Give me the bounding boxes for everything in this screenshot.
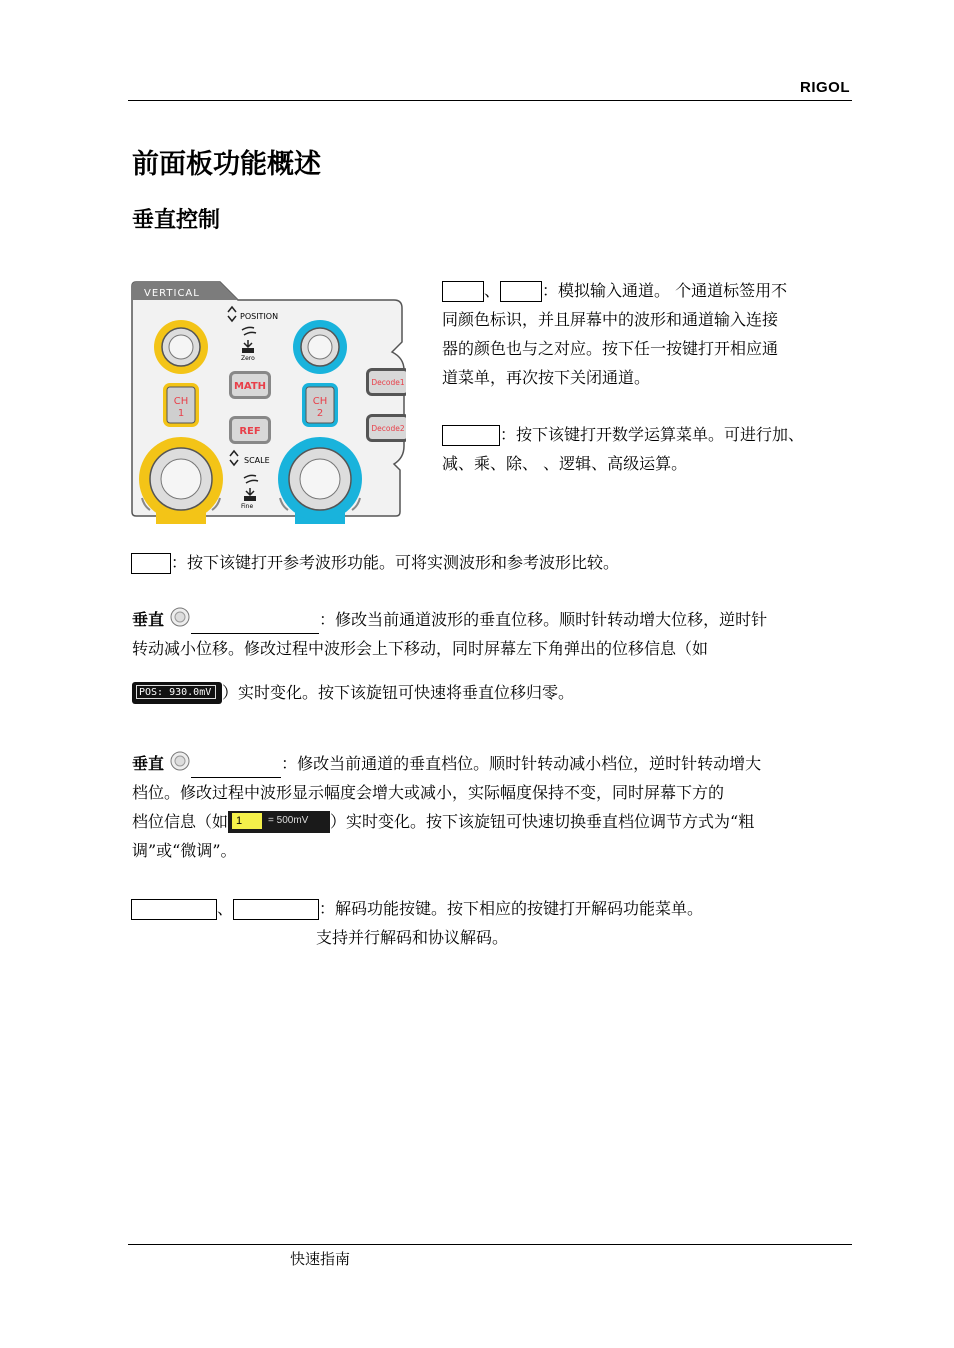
ref-key-label: REF <box>239 426 261 437</box>
footer-rule <box>128 1244 852 1245</box>
panel-label: VERTICAL <box>144 288 200 299</box>
math-key-paragraph: ：按下该键打开数学运算菜单。可进行加、 减、乘、除、 、逻辑、高级运算。 <box>442 425 805 473</box>
math-key-label: MATH <box>233 381 267 392</box>
math-key-box <box>442 425 500 446</box>
section-title: 垂直控制 <box>132 208 221 233</box>
ch-keys-paragraph: 、 ：模拟输入通道。 个通道标签用不 同颜色标识，并且屏幕中的波形和通道输入连接 器的颜色也与之对应。按下任一按键打开相应通 道菜单，再次按下关闭通道。 <box>442 281 788 387</box>
brand-logo: RIGOL <box>800 79 850 96</box>
decode1-key-box <box>131 899 217 920</box>
decode2-key-label: Decode2 <box>371 424 405 433</box>
header-rule <box>128 100 852 101</box>
ch1-key-number: 1 <box>177 408 185 419</box>
ch1-key-box <box>442 281 484 302</box>
knob-icon <box>169 606 191 628</box>
decode2-key-box <box>233 899 319 920</box>
fine-label: Fine <box>241 503 254 510</box>
scale-display-image: 1 = 500mV <box>228 811 330 833</box>
scale-label: SCALE <box>244 456 270 465</box>
ch2-key-box <box>500 281 542 302</box>
position-display-image: POS: 930.0mV <box>132 682 222 704</box>
ref-key-paragraph: ：按下该键打开参考波形功能。可将实测波形和参考波形比较。 <box>131 548 851 577</box>
footer-text: 快速指南 <box>290 1250 351 1268</box>
decode-keys-paragraph: 、 ：解码功能按键。按下相应的按键打开解码功能菜单。 支持并行解码和协议解码。 <box>131 894 851 952</box>
decode1-key-label: Decode1 <box>371 378 405 387</box>
position-label: POSITION <box>240 312 279 321</box>
ch2-key-number: 2 <box>316 408 324 419</box>
ref-key-box <box>131 553 171 574</box>
position-knob-paragraph: 垂直 ：修改当前通道波形的垂直位移。顺时针转动增大位移，逆时针 转动减小位移。修改过程中波形会上下移动，同时屏幕左下角弹出的位移信息（如 POS: 930.0mV ）实时变化。按下该旋钮可快速将垂直位移归零。 <box>132 605 852 707</box>
knob-icon <box>169 750 191 772</box>
scale-knob-paragraph: 垂直 ：修改当前通道的垂直档位。顺时针转动减小档位，逆时针转动增大 档位。修改过程中波形显示幅度会增大或减小，实际幅度保持不变，同时屏幕下方的 档位信息（如 1 = 500mV ）实时变化。按下该旋钮可快速切换垂直档位调节方式为“粗 调”或“微调”。 <box>132 749 852 865</box>
ch1-key-label: CH <box>173 396 189 407</box>
position-knob-name-blank <box>191 615 319 634</box>
scale-knob-name-blank <box>191 759 281 778</box>
vertical-panel-figure <box>130 280 406 526</box>
zero-label: Zero <box>241 355 255 362</box>
page-title: 前面板功能概述 <box>132 149 321 180</box>
ch2-key-label: CH <box>312 396 328 407</box>
